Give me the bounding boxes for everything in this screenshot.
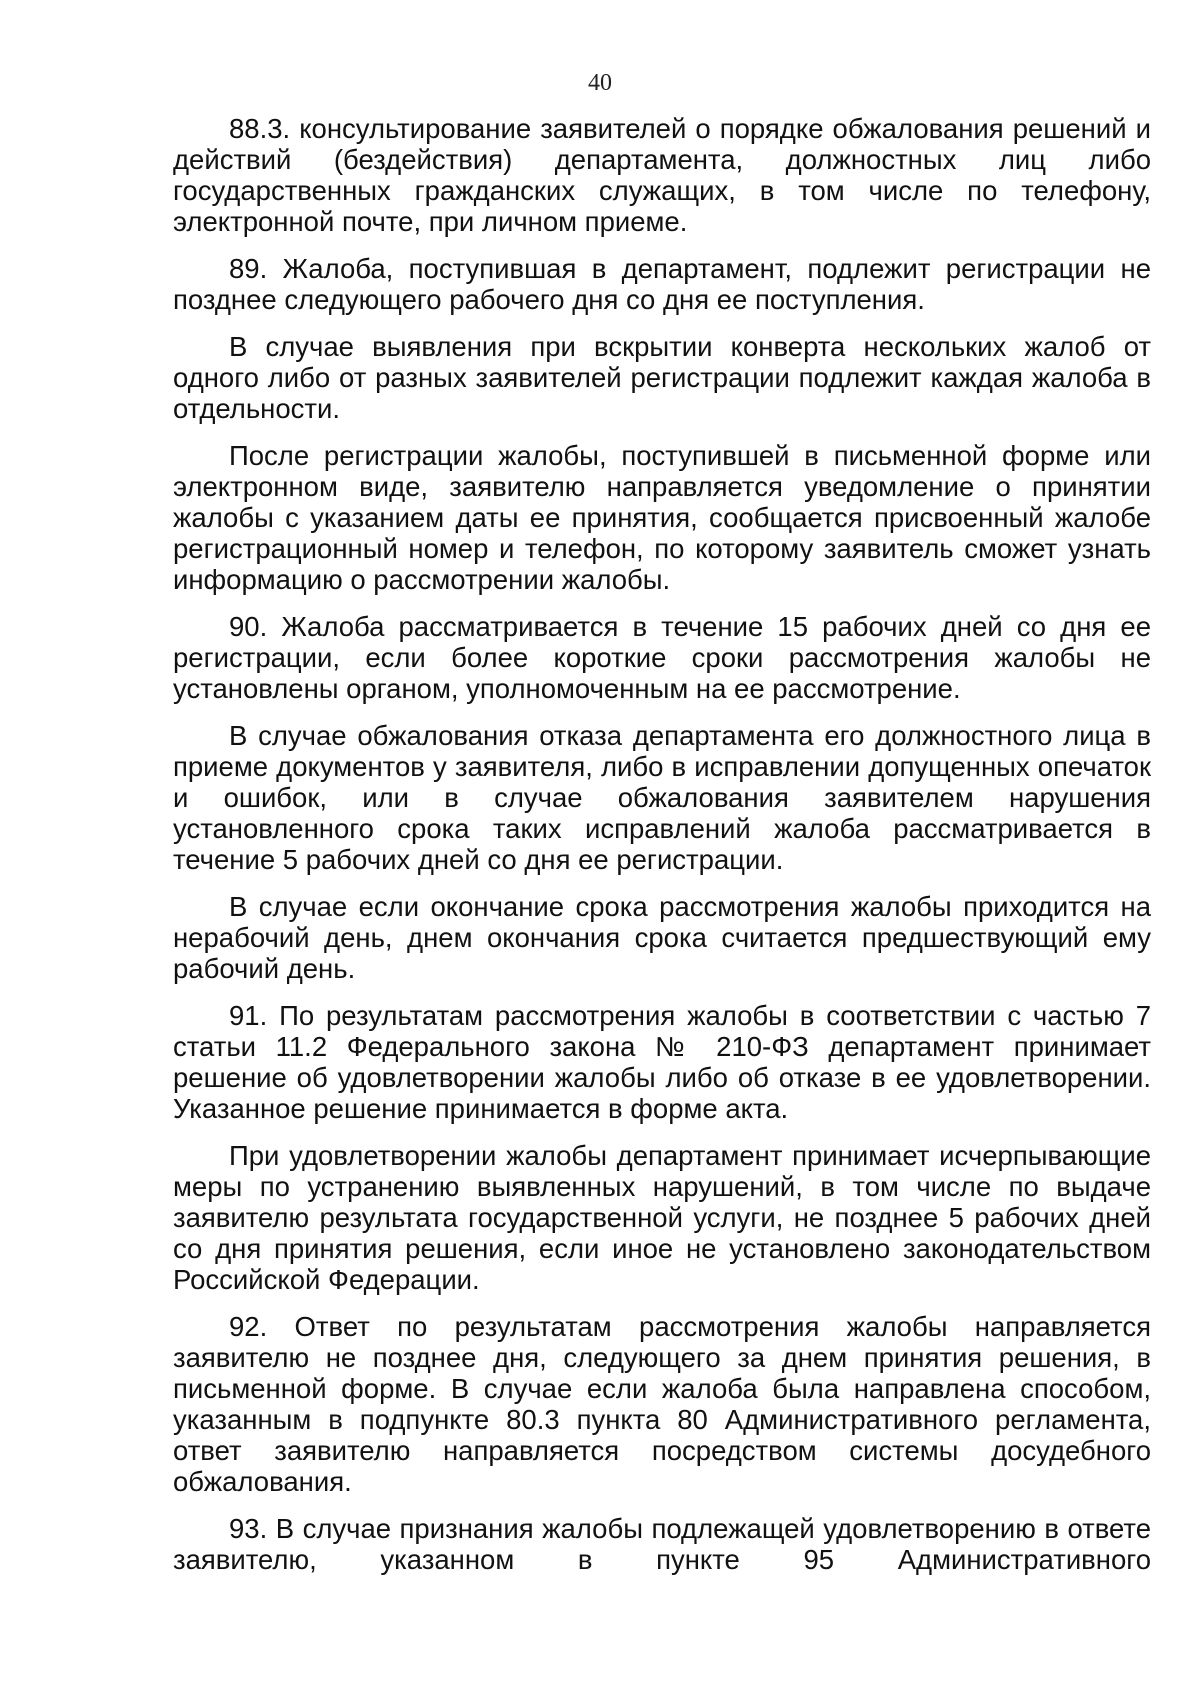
paragraph-90: 90. Жалоба рассматривается в течение 15 рабочих дней со дня ее регистрации, если более короткие сроки рассмотрения жалобы не установлены органом, уполномоченным на ее рассмотрение. [173,611,1151,704]
paragraph-91-satisfaction: При удовлетворении жалобы департамент принимает исчерпывающие меры по устранению выявленных нарушений, в том числе по выдаче заявителю результата государственной услуги, не позднее 5 рабочих дней со дня принятия решения, если иное не установлено законодательством Российской Федерации. [173,1140,1151,1295]
paragraph-89-notification: После регистрации жалобы, поступившей в письменной форме или электронном виде, заявителю направляется уведомление о принятии жалобы с указанием даты ее принятия, сообщается присвоенный жалобе регистрационный номер и телефон, по которому заявитель сможет узнать информацию о рассмотрении жалобы. [173,440,1151,595]
paragraph-90-nonworking-day: В случае если окончание срока рассмотрения жалобы приходится на нерабочий день, днем окончания срока считается предшествующий ему рабочий день. [173,891,1151,984]
page-number: 40 [588,70,612,96]
paragraph-91: 91. По результатам рассмотрения жалобы в соответствии с частью 7 статьи 11.2 Федерального закона № 210-ФЗ департамент принимает решение об удовлетворении жалобы либо об отказе в ее удовлетворении. Указанное решение принимается в форме акта. [173,1000,1151,1124]
paragraph-90-refusal: В случае обжалования отказа департамента его должностного лица в приеме документов у заявителя, либо в исправлении допущенных опечаток и ошибок, или в случае обжалования заявителем нарушения установленного срока таких исправлений жалоба рассматривается в течение 5 рабочих дней со дня ее регистрации. [173,720,1151,875]
paragraph-93: 93. В случае признания жалобы подлежащей удовлетворению в ответе заявителю, указанном в пункте 95 Административного [173,1513,1151,1575]
paragraph-89: 89. Жалоба, поступившая в департамент, подлежит регистрации не позднее следующего рабочего дня со дня ее поступления. [173,253,1151,315]
paragraph-92: 92. Ответ по результатам рассмотрения жалобы направляется заявителю не позднее дня, следующего за днем принятия решения, в письменной форме. В случае если жалоба была направлена способом, указанным в подпункте 80.3 пункта 80 Административного регламента, ответ заявителю направляется посредством системы досудебного обжалования. [173,1311,1151,1497]
paragraph-88-3: 88.3. консультирование заявителей о порядке обжалования решений и действий (бездействия) департамента, должностных лиц либо государственных гражданских служащих, в том числе по телефону, электронной почте, при личном приеме. [173,113,1151,237]
paragraph-89-envelope: В случае выявления при вскрытии конверта нескольких жалоб от одного либо от разных заявителей регистрации подлежит каждая жалоба в отдельности. [173,331,1151,424]
document-body [173,113,1151,1591]
